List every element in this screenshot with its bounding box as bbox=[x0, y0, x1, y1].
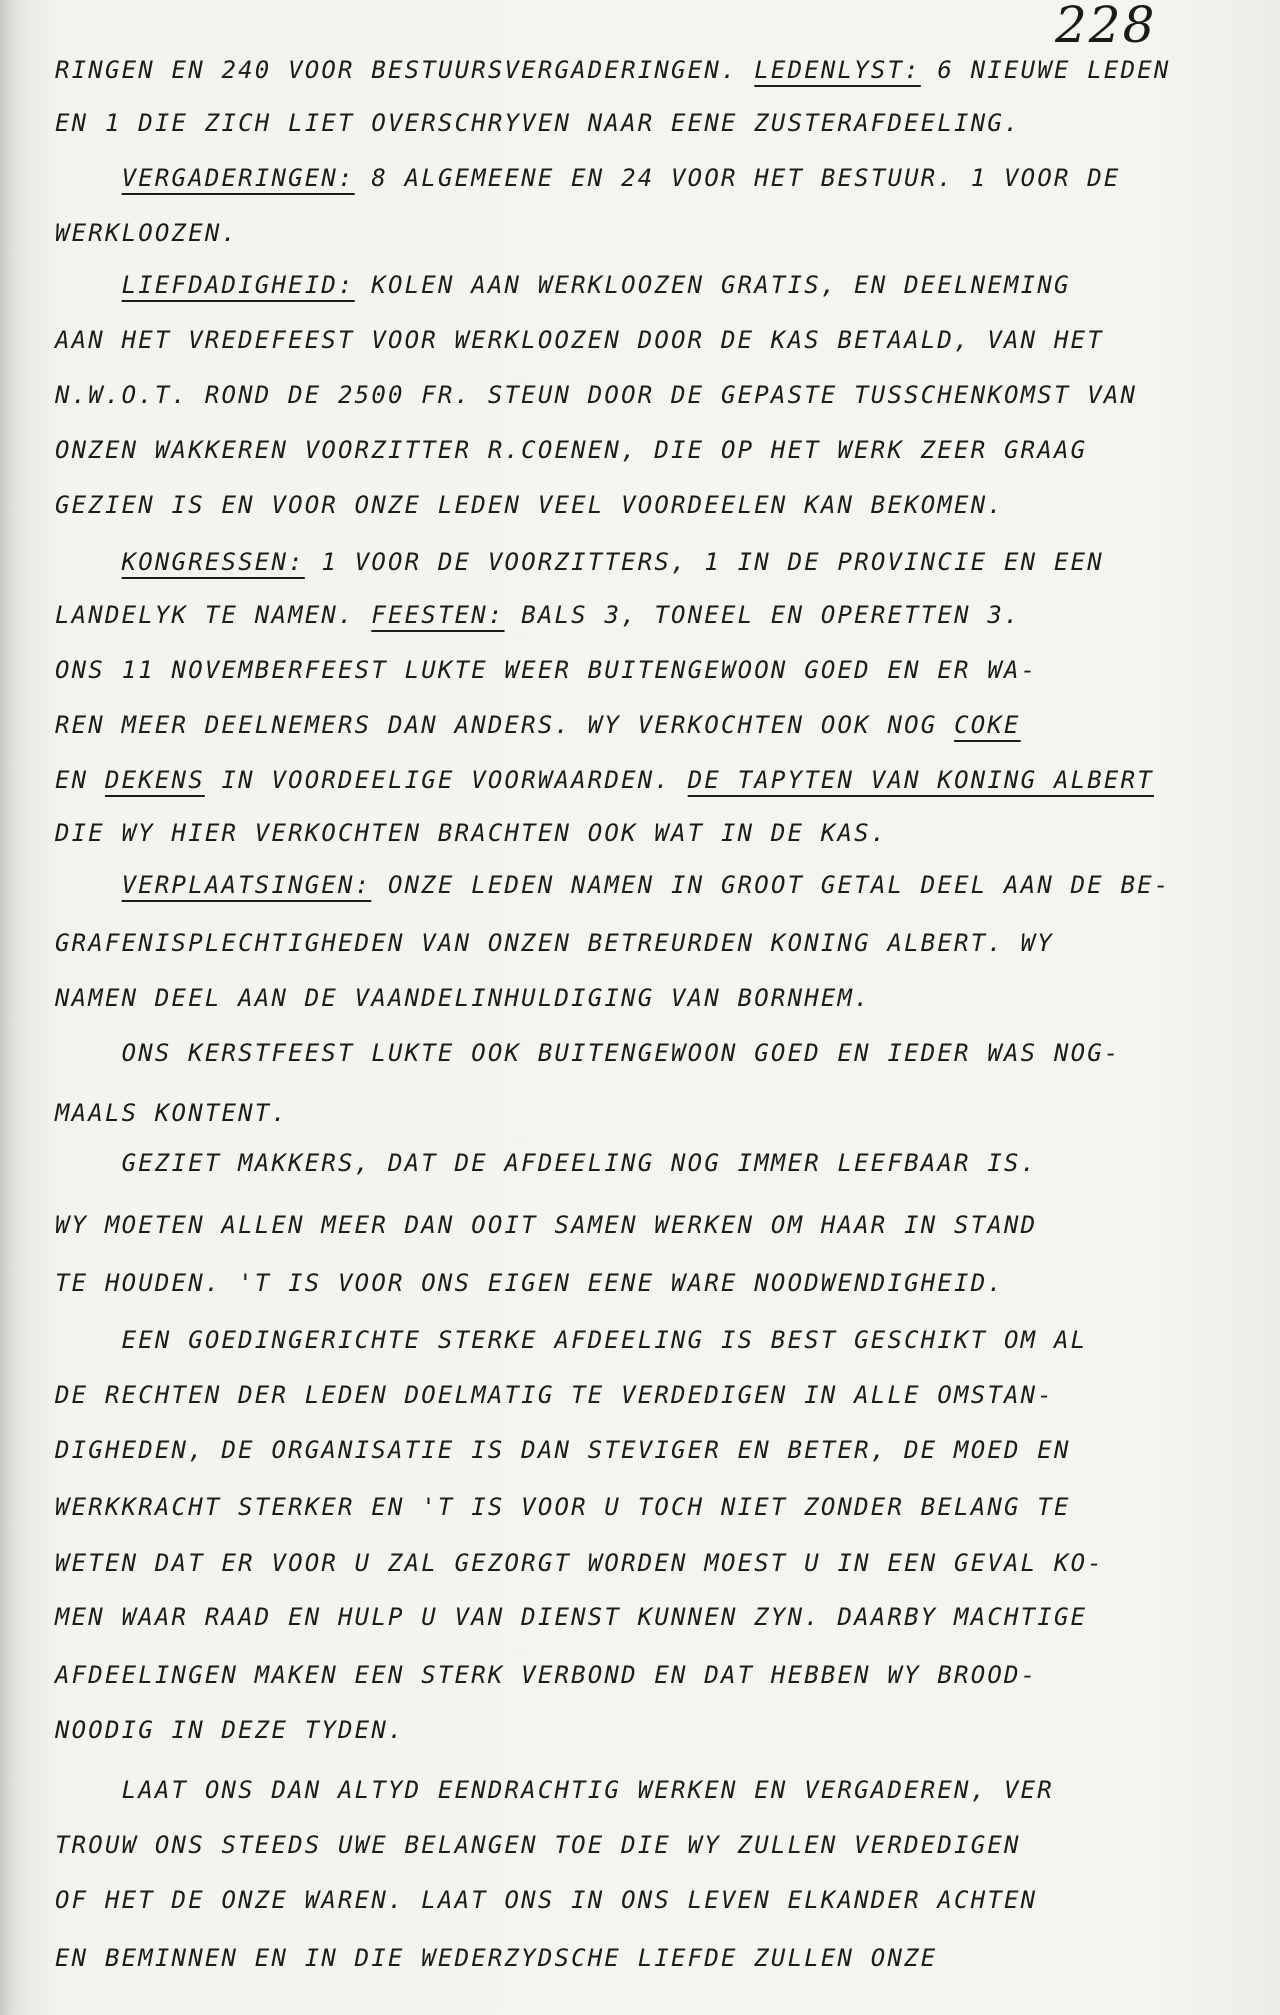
text-line bbox=[55, 818, 887, 848]
text-segment bbox=[55, 871, 122, 899]
text-line bbox=[55, 218, 238, 248]
text-segment: 8 ALGEMEENE EN 24 VOOR HET BESTUUR. 1 VOOR DE bbox=[354, 164, 1121, 192]
text-line bbox=[55, 1435, 1071, 1465]
text-segment: 6 NIEUWE LEDEN bbox=[920, 56, 1171, 84]
text-line bbox=[55, 710, 1021, 740]
page-number: 228 bbox=[1055, 0, 1157, 54]
text-segment: EEN GOEDINGERICHTE STERKE AFDEELING IS BEST GESCHIKT OM AL bbox=[55, 1326, 1088, 1354]
text-line bbox=[55, 1548, 1104, 1578]
text-segment: OF HET DE ONZE WAREN. LAAT ONS IN ONS LEVEN ELKANDER ACHTEN bbox=[55, 1886, 1038, 1914]
text-line bbox=[55, 870, 1171, 900]
text-segment: RINGEN EN 240 VOOR BESTUURSVERGADERINGEN. bbox=[55, 56, 755, 84]
text-segment: ONS KERSTFEEST LUKTE OOK BUITENGEWOON GOED EN IEDER WAS NOG- bbox=[55, 1039, 1121, 1067]
text-segment: MEN WAAR RAAD EN HULP U VAN DIENST KUNNEN ZYN. DAARBY MACHTIGE bbox=[55, 1603, 1088, 1631]
text-line bbox=[55, 490, 1004, 520]
text-segment: ONS 11 NOVEMBERFEEST LUKTE WEER BUITENGEWOON GOED EN ER WA- bbox=[55, 656, 1038, 684]
text-line bbox=[55, 1830, 1021, 1860]
underlined-heading: DE TAPYTEN VAN KONING ALBERT bbox=[687, 766, 1154, 794]
text-segment: N.W.O.T. ROND DE 2500 FR. STEUN DOOR DE GEPASTE TUSSCHENKOMST VAN bbox=[55, 381, 1138, 409]
text-segment: WERKLOOZEN. bbox=[55, 219, 239, 247]
text-line bbox=[55, 1775, 1054, 1805]
underlined-heading: FEESTEN: bbox=[371, 601, 505, 629]
text-line bbox=[55, 270, 1071, 300]
text-segment: AFDEELINGEN MAKEN EEN STERK VERBOND EN DAT HEBBEN WY BROOD- bbox=[55, 1661, 1038, 1689]
text-line bbox=[55, 1148, 1037, 1178]
text-segment: WERKKRACHT STERKER EN 'T IS VOOR U TOCH NIET ZONDER BELANG TE bbox=[55, 1493, 1071, 1521]
text-line bbox=[55, 55, 1171, 85]
text-segment: DE RECHTEN DER LEDEN DOELMATIG TE VERDEDIGEN IN ALLE OMSTAN- bbox=[55, 1381, 1054, 1409]
text-line bbox=[55, 1380, 1054, 1410]
text-line bbox=[55, 1715, 405, 1745]
text-segment: NAMEN DEEL AAN DE VAANDELINHULDIGING VAN BORNHEM. bbox=[55, 984, 871, 1012]
text-segment: TE HOUDEN. 'T IS VOOR ONS EIGEN EENE WARE NOODWENDIGHEID. bbox=[55, 1269, 1005, 1297]
underlined-heading: VERGADERINGEN: bbox=[121, 164, 355, 192]
text-line bbox=[55, 1660, 1037, 1690]
text-segment: GRAFENISPLECHTIGHEDEN VAN ONZEN BETREURDEN KONING ALBERT. WY bbox=[55, 929, 1054, 957]
text-line bbox=[55, 380, 1137, 410]
text-segment bbox=[55, 548, 122, 576]
text-line bbox=[55, 765, 1154, 795]
text-line bbox=[55, 547, 1104, 577]
text-line bbox=[55, 1943, 937, 1973]
text-segment: TROUW ONS STEEDS UWE BELANGEN TOE DIE WY ZULLEN VERDEDIGEN bbox=[55, 1831, 1021, 1859]
text-segment: ONZE LEDEN NAMEN IN GROOT GETAL DEEL AAN DE BE- bbox=[371, 871, 1171, 899]
text-line bbox=[55, 1325, 1087, 1355]
text-segment: IN VOORDEELIGE VOORWAARDEN. bbox=[204, 766, 688, 794]
text-segment: EN BEMINNEN EN IN DIE WEDERZYDSCHE LIEFDE ZULLEN ONZE bbox=[55, 1944, 938, 1972]
text-segment: EN bbox=[55, 766, 105, 794]
text-line bbox=[55, 325, 1104, 355]
underlined-heading: COKE bbox=[954, 711, 1021, 739]
text-segment: DIE WY HIER VERKOCHTEN BRACHTEN OOK WAT IN DE KAS. bbox=[55, 819, 888, 847]
text-line bbox=[55, 1885, 1037, 1915]
text-segment: NOODIG IN DEZE TYDEN. bbox=[55, 1716, 405, 1744]
text-segment: GEZIET MAKKERS, DAT DE AFDEELING NOG IMMER LEEFBAAR IS. bbox=[55, 1149, 1038, 1177]
text-line bbox=[55, 655, 1037, 685]
text-segment bbox=[55, 271, 122, 299]
text-segment: AAN HET VREDEFEEST VOOR WERKLOOZEN DOOR DE KAS BETAALD, VAN HET bbox=[55, 326, 1104, 354]
underlined-heading: LIEFDADIGHEID: bbox=[121, 271, 355, 299]
text-line bbox=[55, 600, 1021, 630]
text-segment: DIGHEDEN, DE ORGANISATIE IS DAN STEVIGER EN BETER, DE MOED EN bbox=[55, 1436, 1071, 1464]
text-line bbox=[55, 1038, 1121, 1068]
text-segment: MAALS KONTENT. bbox=[55, 1099, 289, 1127]
text-segment: ONZEN WAKKEREN VOORZITTER R.COENEN, DIE OP HET WERK ZEER GRAAG bbox=[55, 436, 1088, 464]
text-line bbox=[55, 983, 871, 1013]
text-segment: WY MOETEN ALLEN MEER DAN OOIT SAMEN WERKEN OM HAAR IN STAND bbox=[55, 1211, 1038, 1239]
text-segment: GEZIEN IS EN VOOR ONZE LEDEN VEEL VOORDEELEN KAN BEKOMEN. bbox=[55, 491, 1005, 519]
text-line bbox=[55, 1492, 1071, 1522]
text-line bbox=[55, 163, 1121, 193]
text-segment: EN 1 DIE ZICH LIET OVERSCHRYVEN NAAR EENE ZUSTERAFDEELING. bbox=[55, 109, 1021, 137]
text-segment: LANDELYK TE NAMEN. bbox=[55, 601, 372, 629]
text-segment: KOLEN AAN WERKLOOZEN GRATIS, EN DEELNEMING bbox=[354, 271, 1071, 299]
text-segment: BALS 3, TONEEL EN OPERETTEN 3. bbox=[504, 601, 1021, 629]
underlined-heading: LEDENLYST: bbox=[754, 56, 921, 84]
text-line bbox=[55, 435, 1087, 465]
text-line bbox=[55, 1098, 288, 1128]
text-segment bbox=[55, 164, 122, 192]
underlined-heading: VERPLAATSINGEN: bbox=[121, 871, 372, 899]
text-segment: LAAT ONS DAN ALTYD EENDRACHTIG WERKEN EN VERGADEREN, VER bbox=[55, 1776, 1054, 1804]
text-line bbox=[55, 928, 1054, 958]
text-segment: REN MEER DEELNEMERS DAN ANDERS. WY VERKOCHTEN OOK NOG bbox=[55, 711, 955, 739]
text-segment: WETEN DAT ER VOOR U ZAL GEZORGT WORDEN MOEST U IN EEN GEVAL KO- bbox=[55, 1549, 1104, 1577]
text-segment: 1 VOOR DE VOORZITTERS, 1 IN DE PROVINCIE EN EEN bbox=[304, 548, 1104, 576]
text-line bbox=[55, 108, 1021, 138]
text-line bbox=[55, 1268, 1004, 1298]
underlined-heading: KONGRESSEN: bbox=[121, 548, 305, 576]
underlined-heading: DEKENS bbox=[104, 766, 205, 794]
text-line bbox=[55, 1210, 1037, 1240]
text-line bbox=[55, 1602, 1087, 1632]
